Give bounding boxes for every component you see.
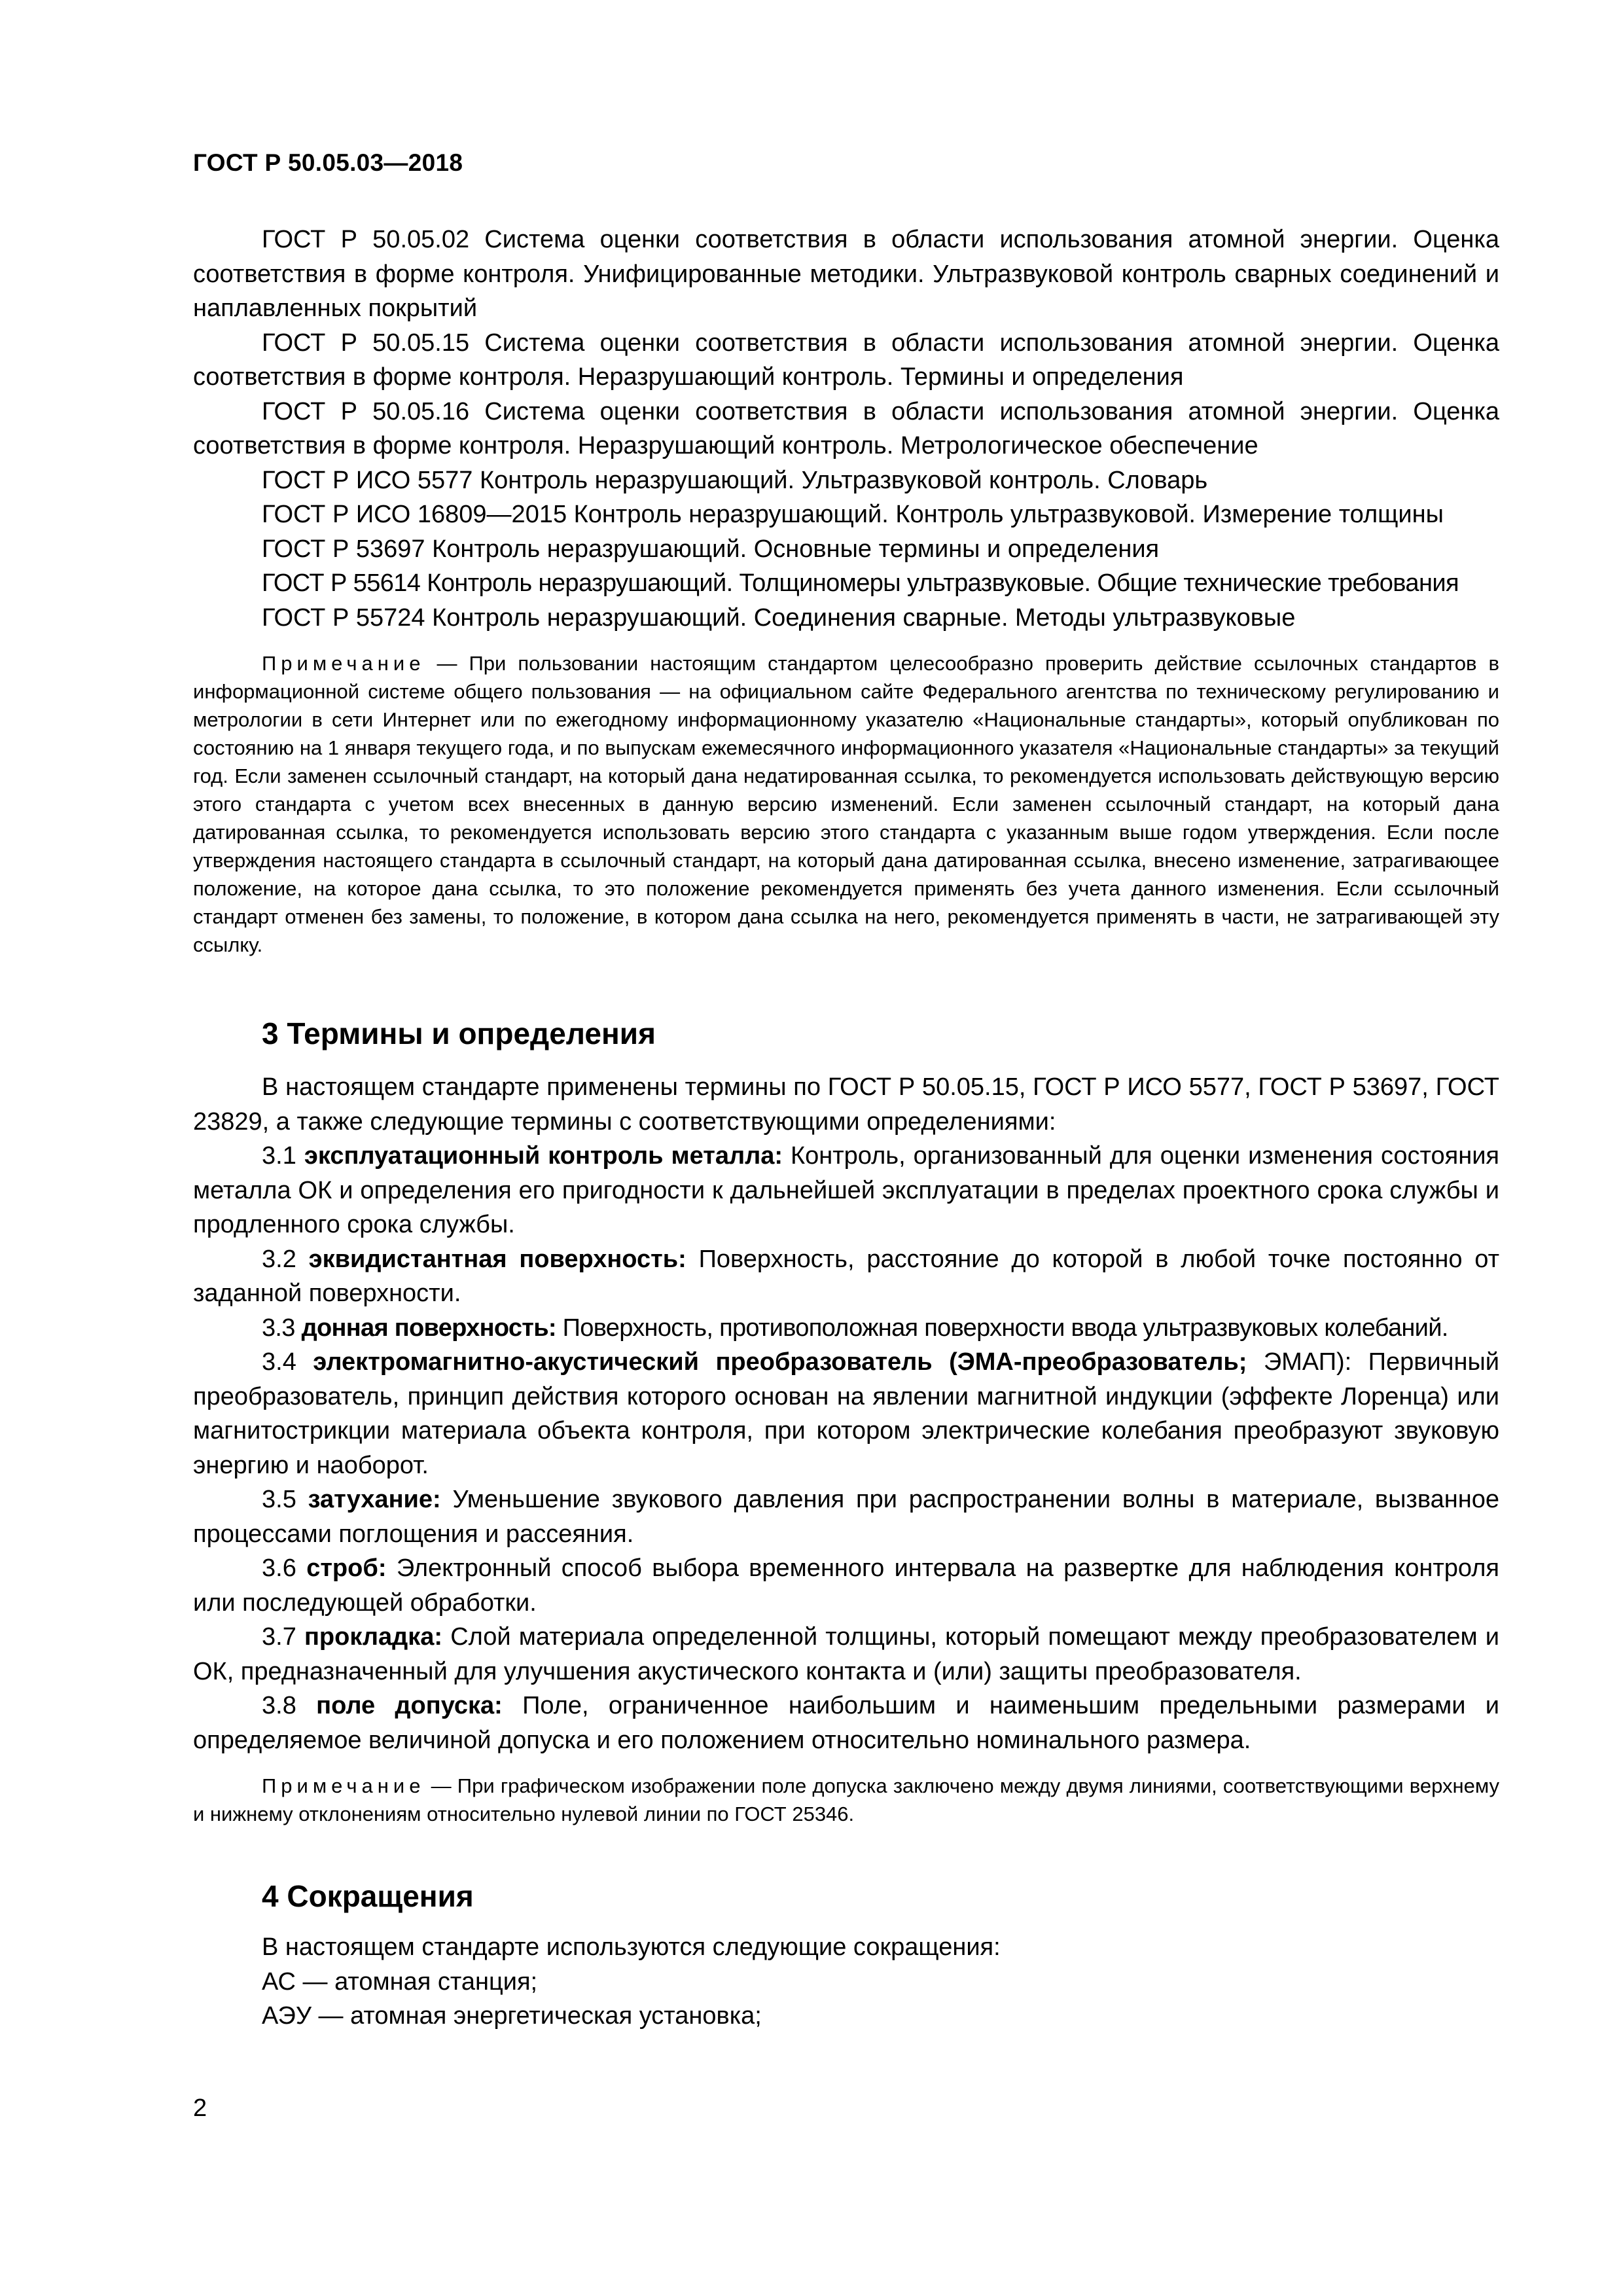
term-entry	[193, 1551, 1499, 1620]
note-references	[193, 649, 1499, 959]
term-entry	[193, 1482, 1499, 1551]
section-title-abbreviations: 4 Сокращения	[262, 1879, 474, 1913]
note-text: — При графическом изображении поле допуска заключено между двумя линиями, соответствующими верхнему и нижнему отклонениям относительно нулевой линии по ГОСТ 25346.	[193, 1774, 1499, 1825]
term-number: 3.2	[262, 1245, 309, 1273]
abbreviation-item: АС — атомная станция;	[262, 1967, 538, 1996]
reference-item: ГОСТ Р 53697 Контроль неразрушающий. Основные термины и определения	[262, 535, 1160, 563]
term-name: эквидистантная поверхность:	[308, 1245, 687, 1273]
term-entry	[193, 1620, 1499, 1689]
section-intro: В настоящем стандарте применены термины по ГОСТ Р 50.05.15, ГОСТ Р ИСО 5577, ГОСТ Р 53697, ГОСТ 23829, а также следующие термины с соответствующими определениями:	[193, 1073, 1499, 1136]
reference-item: ГОСТ Р 50.05.15 Система оценки соответствия в области использования атомной энергии. Оценка соответствия в форме контроля. Неразрушающий контроль. Термины и определения	[193, 329, 1499, 391]
term-number: 3.4	[262, 1348, 313, 1376]
term-name: электромагнитно-акустический преобразователь (ЭМА-преобразователь;	[313, 1348, 1247, 1376]
term-name: строб:	[306, 1554, 387, 1582]
note-text: — При пользовании настоящим стандартом целесообразно проверить действие ссылочных стандартов в информационной системе общего пользования — на официальном сайте Федерального агентства по техническому регулированию и метрологии в сети Интернет или по ежегодному информационному указателю «Национальные стандарты», который опубликован по состоянию на 1 января текущего года, и по выпускам ежемесячного информационного указателя «Национальные стандарты» за текущий год. Если заменен ссылочный стандарт, на который дана недатированная ссылка, то рекомендуется использовать действующую версию этого стандарта с учетом всех внесенных в данную версию изменений. Если заменен ссылочный стандарт, на который дана датированная ссылка, то рекомендуется использовать версию этого стандарта с указанным выше годом утверждения. Если после утверждения настоящего стандарта в ссылочный стандарт, на который дана датированная ссылка, внесено изменение, затрагивающее положение, на которое дана ссылка, то это положение рекомендуется применять без учета данного изменения. Если ссылочный стандарт отменен без замены, то положение, в котором дана ссылка на него, рекомендуется применять в части, не затрагивающей эту ссылку.	[193, 652, 1499, 956]
term-definition: Слой материала определенной толщины, который помещают между преобразователем и ОК, предназначенный для улучшения акустического контакта и (или) защиты преобразователя.	[193, 1623, 1499, 1685]
term-number: 3.7	[262, 1623, 304, 1651]
section-intro: В настоящем стандарте используются следующие сокращения:	[262, 1933, 1001, 1961]
reference-item: ГОСТ Р 50.05.02 Система оценки соответствия в области использования атомной энергии. Оценка соответствия в форме контроля. Унифицированные методики. Ультразвуковой контроль сварных соединений и наплавленных покрытий	[193, 226, 1499, 322]
note-label: Примечание	[262, 1774, 425, 1797]
term-name: затухание:	[308, 1486, 441, 1513]
term-number: 3.6	[262, 1554, 307, 1582]
term-number: 3.1	[262, 1142, 304, 1170]
note-tolerance	[193, 1772, 1499, 1828]
reference-item: ГОСТ Р 50.05.16 Система оценки соответствия в области использования атомной энергии. Оценка соответствия в форме контроля. Неразрушающий контроль. Метрологическое обеспечение	[193, 397, 1499, 459]
reference-item: ГОСТ Р 55614 Контроль неразрушающий. Толщиномеры ультразвуковые. Общие технические требования	[262, 569, 1459, 597]
reference-item: ГОСТ Р 55724 Контроль неразрушающий. Соединения сварные. Методы ультразвуковые	[262, 603, 1296, 632]
term-definition: Уменьшение звукового давления при распространении волны в материале, вызванное процессами поглощения и рассеяния.	[193, 1486, 1499, 1548]
term-definition: Контроль, организованный для оценки изменения состояния металла ОК и определения его пригодности к дальнейшей эксплуатации в пределах проектного срока службы и продленного срока службы.	[193, 1142, 1500, 1238]
term-name: донная поверхность:	[301, 1314, 556, 1342]
abbreviation-item: АЭУ — атомная энергетическая установка;	[262, 2002, 762, 2030]
reference-item: ГОСТ Р ИСО 16809—2015 Контроль неразрушающий. Контроль ультразвуковой. Измерение толщины	[262, 501, 1444, 528]
term-number: 3.8	[262, 1692, 317, 1719]
term-name: эксплуатационный контроль металла:	[304, 1142, 783, 1170]
term-number: 3.5	[262, 1486, 308, 1513]
term-name: прокладка:	[304, 1623, 443, 1651]
note-label: Примечание	[262, 652, 425, 675]
term-entry	[193, 1242, 1499, 1311]
reference-item: ГОСТ Р ИСО 5577 Контроль неразрушающий. Ультразвуковой контроль. Словарь	[262, 466, 1208, 494]
page-content	[193, 223, 1499, 2034]
term-definition: ЭМАП): Первичный преобразователь, принцип действия которого основан на явлении магнитной индукции (эффекте Лоренца) или магнитострикции материала объекта контроля, при котором электрические колебания преобразуют звуковую энергию и наоборот.	[193, 1348, 1500, 1479]
term-definition: Поле, ограниченное наибольшим и наименьшим предельными размерами и определяемое величиной допуска и его положением относительно номинального размера.	[193, 1692, 1499, 1754]
term-entry	[193, 1689, 1499, 1757]
term-entry	[193, 1139, 1499, 1242]
term-number: 3.3	[262, 1314, 302, 1342]
term-definition: Поверхность, противоположная поверхности ввода ультразвуковых колебаний.	[556, 1314, 1448, 1342]
section-title-terms: 3 Термины и определения	[262, 1016, 656, 1050]
term-entry	[193, 1311, 1499, 1346]
term-entry	[193, 1345, 1499, 1482]
page-number: 2	[193, 2094, 207, 2122]
document-header: ГОСТ Р 50.05.03—2018	[193, 149, 463, 176]
term-definition: Поверхность, расстояние до которой в любой точке постоянно от заданной поверхности.	[193, 1245, 1499, 1307]
term-definition: Электронный способ выбора временного интервала на развертке для наблюдения контроля или последующей обработки.	[193, 1554, 1499, 1617]
reference-list	[193, 223, 1499, 635]
term-name: поле допуска:	[316, 1692, 503, 1719]
